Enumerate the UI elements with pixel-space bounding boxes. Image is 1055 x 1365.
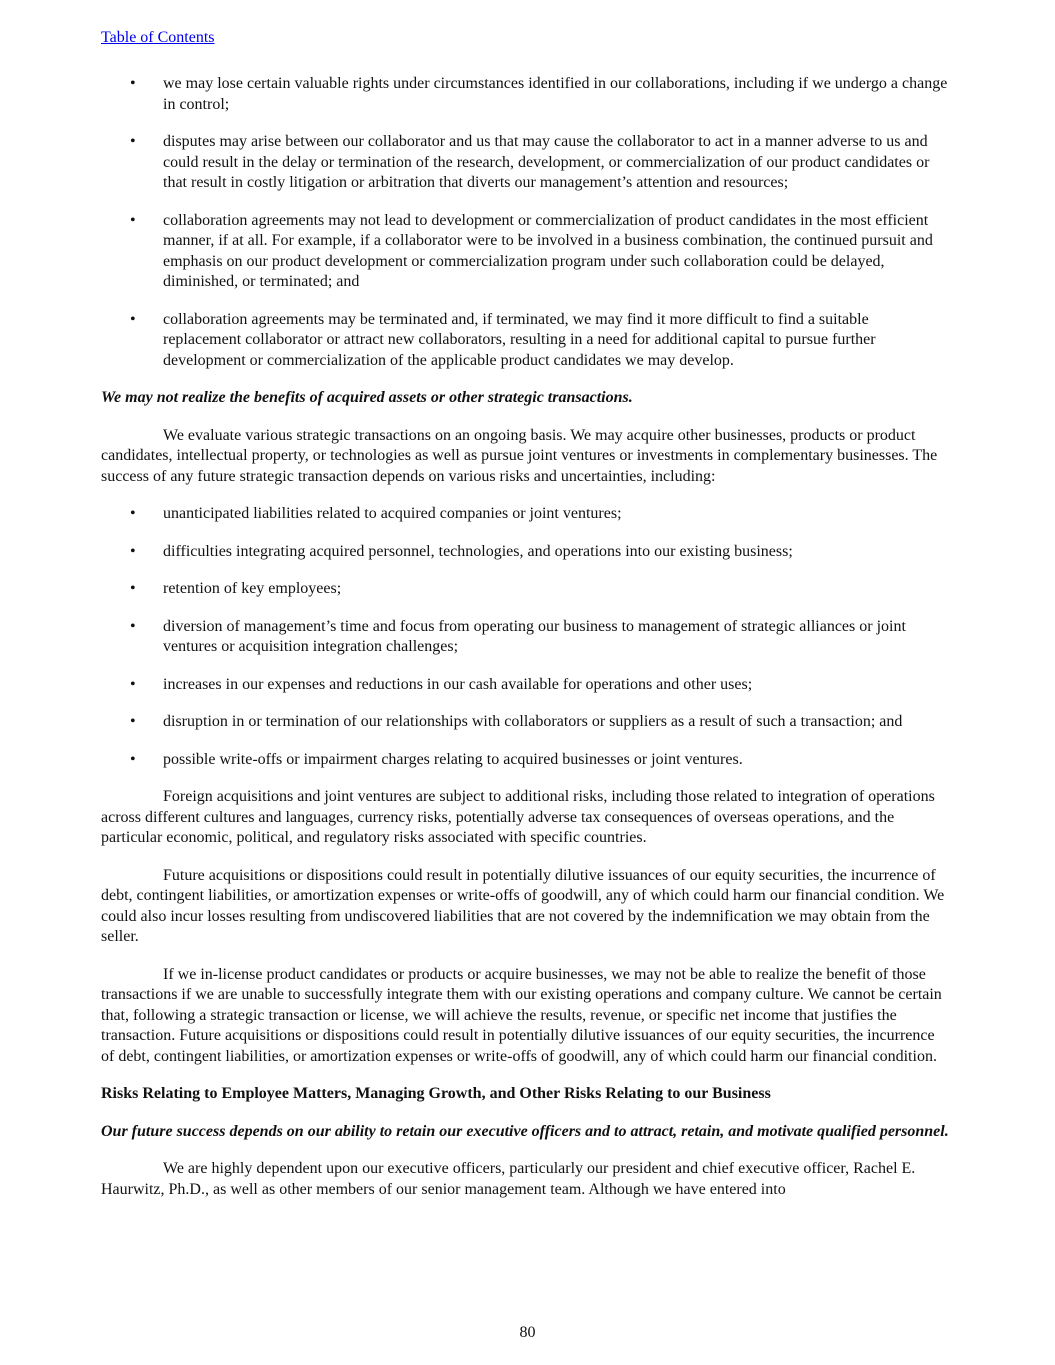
list-item-text: possible write-offs or impairment charges relating to acquired businesses or joint ventures. (163, 750, 743, 768)
list-item (101, 310, 949, 372)
risk-heading-strategic-transactions: We may not realize the benefits of acquired assets or other strategic transactions. (101, 389, 633, 406)
bullet-icon: • (130, 675, 136, 693)
section-heading: Risks Relating to Employee Matters, Managing Growth, and Other Risks Relating to our Business (101, 1085, 771, 1102)
list-item (101, 712, 949, 733)
list-item-text: retention of key employees; (163, 580, 342, 597)
bullet-icon: • (130, 133, 136, 150)
bullet-icon: • (130, 542, 136, 560)
page-number: 80 (519, 1324, 536, 1341)
list-item (101, 132, 949, 194)
list-item (101, 211, 949, 293)
list-item-text: collaboration agreements may not lead to development or commercialization of product candidates in the most efficient manner, if at all. For example, if a collaborator were to be involved in a business combination, the continued pursuit and emphasis on our product development or commercialization program under such collaboration could be delayed, diminished, or terminated; and (163, 211, 933, 290)
list-item (101, 579, 949, 600)
bullet-icon: • (130, 617, 136, 635)
list-item (101, 542, 949, 563)
bullet-icon: • (130, 310, 136, 328)
list-item-text: disputes may arise between our collaborator and us that may cause the collaborator to act in a manner adverse to us and could result in the delay or termination of the research, development, or commercialization of our product candidates or that result in costly litigation or arbitration that diverts our management’s attention and resources; (163, 133, 930, 191)
list-item-text: difficulties integrating acquired personnel, technologies, and operations into our existing business; (163, 542, 793, 560)
bullet-icon: • (130, 580, 136, 597)
list-item (101, 504, 949, 525)
paragraph: If we in-license product candidates or products or acquire businesses, we may not be able to realize the benefit of those transactions if we are unable to successfully integrate them with our existing operations and company culture. We cannot be certain that, following a strategic transaction or license, we will achieve the results, revenue, or specific net income that justifies the transaction. Future acquisitions or dispositions could result in potentially dilutive issuances of our equity securities, the incurrence of debt, contingent liabilities, or amortization expenses or write-offs of goodwill, any of which could harm our financial condition. (101, 965, 942, 1065)
bullet-icon: • (130, 505, 136, 522)
list-item (101, 675, 949, 696)
list-item-text: diversion of management’s time and focus from operating our business to management of strategic alliances or joint ventures or acquisition integration challenges; (163, 617, 906, 655)
bullet-icon: • (130, 713, 136, 730)
list-item (101, 750, 949, 771)
bullet-icon: • (130, 750, 136, 768)
list-item (101, 617, 949, 658)
paragraph: We are highly dependent upon our executive officers, particularly our president and chief executive officer, Rachel E. Haurwitz, Ph.D., as well as other members of our senior management team. Although we have entered into (101, 1160, 916, 1198)
bullet-icon: • (130, 211, 136, 229)
list-item-text: disruption in or termination of our relationships with collaborators or suppliers as a result of such a transaction; and (163, 713, 903, 730)
paragraph: We evaluate various strategic transactions on an ongoing basis. We may acquire other businesses, products or product candidates, intellectual property, or technologies as well as pursue joint ventures or investments in complementary businesses. The success of any future strategic transaction depends on various risks and uncertainties, including: (101, 426, 938, 485)
risk-heading-personnel: Our future success depends on our ability to retain our executive officers and to attract, retain, and motivate qualified personnel. (101, 1122, 949, 1140)
list-item (101, 74, 949, 115)
paragraph: Future acquisitions or dispositions could result in potentially dilutive issuances of our equity securities, the incurrence of debt, contingent liabilities, or amortization expenses or write-offs of goodwill, any of which could harm our financial condition. We could also incur losses resulting from undiscovered liabilities that are not covered by the indemnification we may obtain from the seller. (101, 866, 945, 945)
list-item-text: we may lose certain valuable rights under circumstances identified in our collaborations, including if we undergo a change in control; (163, 75, 948, 113)
list-item-text: collaboration agreements may be terminated and, if terminated, we may find it more difficult to find a suitable replacement collaborator or attract new collaborators, resulting in a need for additional capital to pursue further development or commercialization of the applicable product candidates we may develop. (163, 310, 876, 369)
bullet-icon: • (130, 75, 136, 92)
document-body (101, 74, 949, 1217)
list-item-text: increases in our expenses and reductions in our cash available for operations and other uses; (163, 675, 753, 693)
list-item-text: unanticipated liabilities related to acquired companies or joint ventures; (163, 505, 622, 522)
paragraph: Foreign acquisitions and joint ventures are subject to additional risks, including those related to integration of operations across different cultures and languages, currency risks, potentially adverse tax consequences of overseas operations, and the particular economic, political, and regulatory risks associated with specific countries. (101, 788, 935, 846)
table-of-contents-link[interactable]: Table of Contents (101, 29, 215, 46)
